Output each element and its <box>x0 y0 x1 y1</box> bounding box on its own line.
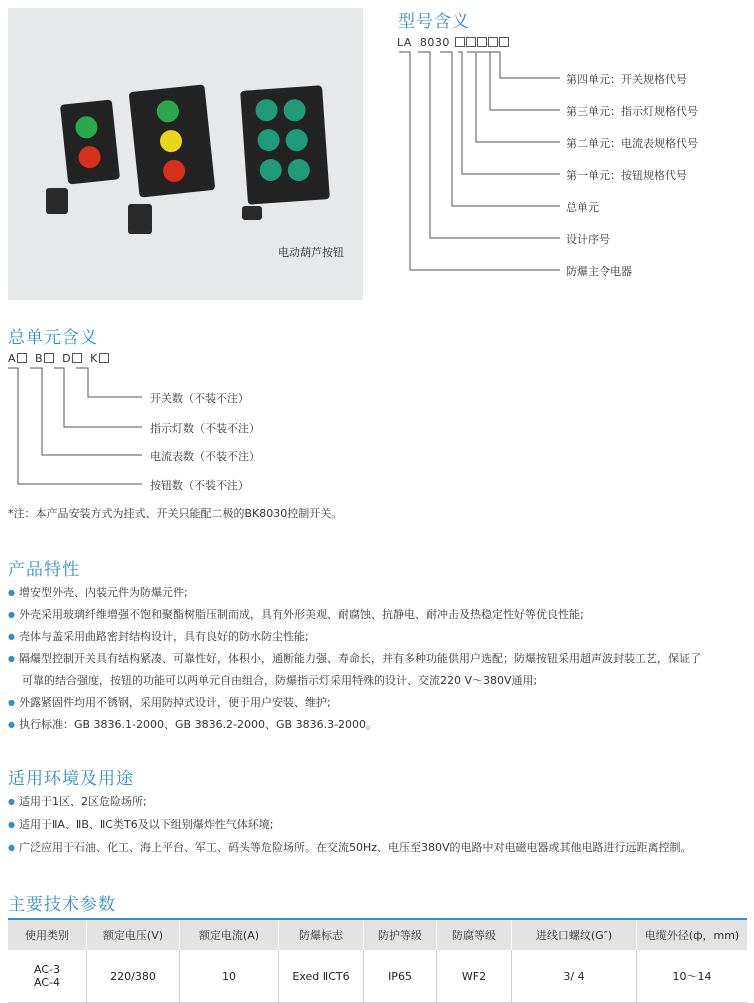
list-item: ● 执行标准：GB 3836.1-2000、GB 3836.2-2000、GB 3836.3-2000。 <box>8 716 377 732</box>
cell-anticorrosion: WF2 <box>437 950 512 1003</box>
model-item-1: 第一单元：按钮规格代号 <box>566 169 687 182</box>
list-item: ● 隔爆型控制开关具有结构紧凑、可靠性好，体积小，通断能力强、寿命长，并有多种功能供用户选配；防爆按钮采用超声波封装工艺，保证了 <box>8 650 701 666</box>
tech-params-table <box>8 920 747 1003</box>
list-item: ● 适用于ⅡA、ⅡB、ⅡC类T6及以下组别爆炸性气体环境; <box>8 816 273 832</box>
features-heading: 产品特性 <box>8 560 80 580</box>
model-item-3: 第三单元：指示灯规格代号 <box>566 105 698 118</box>
col-header: 额定电压(V) <box>87 920 180 950</box>
cell-ip: IP65 <box>364 950 437 1003</box>
model-item-design: 设计序号 <box>566 233 610 246</box>
col-header: 进线口螺纹(G″) <box>512 920 637 950</box>
total-unit-item-indicator: 指示灯数（不装不注） <box>150 422 260 435</box>
model-item-product: 防爆主令电器 <box>566 265 632 278</box>
letter-b: B <box>35 352 44 365</box>
placeholder-box <box>17 353 27 363</box>
list-item: ● 外露紧固件均用不锈钢，采用防掉式设计，便于用户安装、维护; <box>8 694 331 710</box>
cell-thread: 3/ 4 <box>512 950 637 1003</box>
environment-heading: 适用环境及用途 <box>8 769 134 789</box>
list-item: ● 外壳采用玻璃纤维增强不饱和聚酯树脂压制而成，具有外形美观、耐腐蚀、抗静电、耐冲击及热稳定性好等优良性能; <box>8 606 584 622</box>
col-header: 使用类别 <box>8 920 87 950</box>
placeholder-box <box>44 353 54 363</box>
category-line: AC-3 <box>34 963 60 976</box>
letter-a: A <box>8 352 17 365</box>
list-item-continuation: 可靠的结合强度，按钮的功能可以两单元自由组合，防爆指示灯采用特殊的设计、交流220 V～380V通用; <box>22 674 538 687</box>
total-unit-item-button: 按钮数（不装不注） <box>150 479 249 492</box>
model-meaning-heading: 型号含义 <box>398 12 470 32</box>
total-unit-code <box>8 352 109 365</box>
model-item-4: 第四单元：开关规格代号 <box>566 73 687 86</box>
total-unit-item-switch: 开关数（不装不注） <box>150 392 249 405</box>
tech-params-heading: 主要技术参数 <box>8 895 116 915</box>
list-item: ● 广泛应用于石油、化工、海上平台、军工、码头等危险场所。在交流50Hz、电压至380V的电路中对电磁电器或其他电路进行远距离控制。 <box>8 839 692 855</box>
cell-cable: 10～14 <box>637 950 748 1003</box>
model-code-series: 8030 <box>419 36 450 49</box>
cell-category <box>8 950 87 1003</box>
table-row <box>8 950 747 1003</box>
letter-k: K <box>90 352 98 365</box>
total-unit-item-ammeter: 电流表数（不装不注） <box>150 450 260 463</box>
list-item: ● 适用于1区、2区危险场所; <box>8 793 147 809</box>
col-header: 防护等级 <box>364 920 437 950</box>
col-header: 额定电流(A) <box>180 920 279 950</box>
col-header: 防爆标志 <box>279 920 364 950</box>
col-header: 防腐等级 <box>437 920 512 950</box>
photo-caption: 电动葫芦按钮 <box>278 246 344 259</box>
cell-current: 10 <box>180 950 279 1003</box>
total-unit-heading: 总单元含义 <box>8 328 98 348</box>
letter-d: D <box>62 352 72 365</box>
model-code-prefix: LA <box>397 36 412 49</box>
model-item-2: 第二单元：电流表规格代号 <box>566 137 698 150</box>
col-header: 电缆外径(ф，mm) <box>637 920 748 950</box>
install-note: *注：本产品安装方式为挂式、开关只能配二极的BK8030控制开关。 <box>8 507 343 520</box>
category-line: AC-4 <box>34 976 60 989</box>
model-item-total: 总单元 <box>566 201 599 214</box>
cell-voltage: 220/380 <box>87 950 180 1003</box>
table-header-row <box>8 920 747 950</box>
list-item: ● 壳体与盖采用曲路密封结构设计，具有良好的防水防尘性能; <box>8 628 309 644</box>
list-item: ● 增安型外壳、内装元件为防爆元件; <box>8 584 188 600</box>
placeholder-box <box>72 353 82 363</box>
cell-ex-mark: Exed ⅡCT6 <box>279 950 364 1003</box>
placeholder-box <box>99 353 109 363</box>
